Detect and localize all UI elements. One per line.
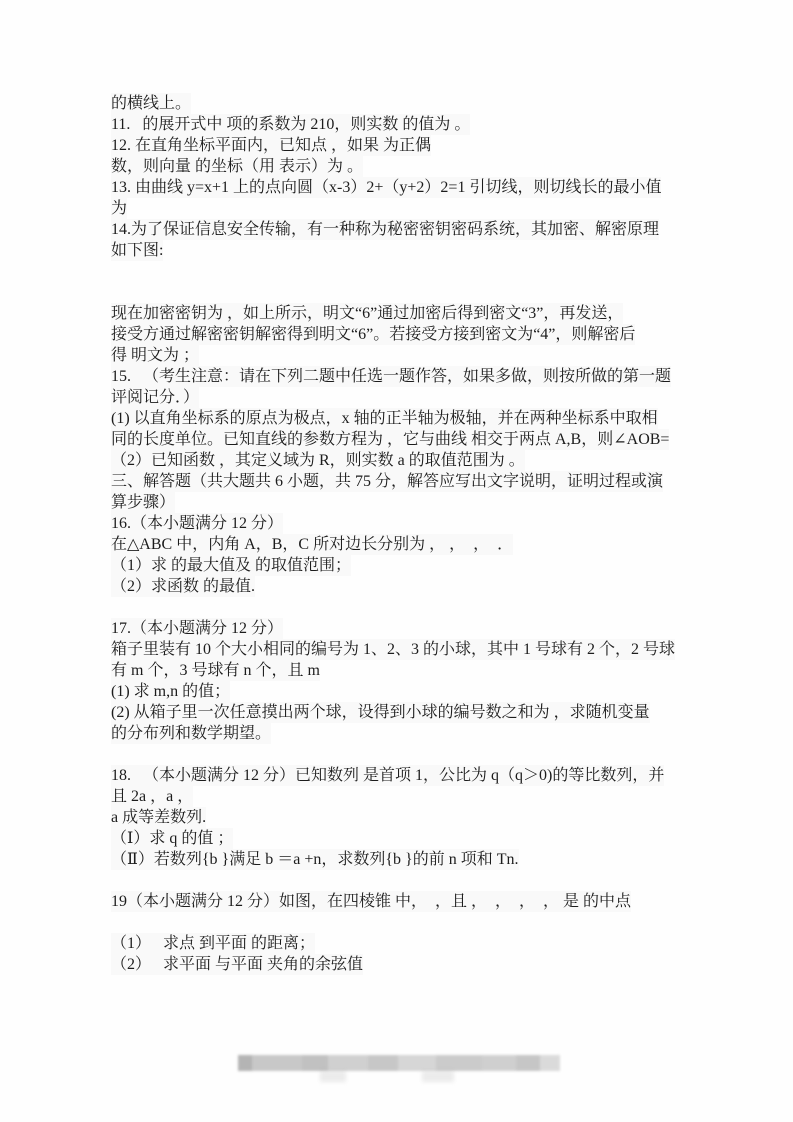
text-line: 同的长度单位。已知直线的参数方程为 ，它与曲线 相交于两点 A,B，则∠AOB= — [111, 431, 670, 448]
watermark-segment — [368, 1055, 398, 1071]
text-line: 的分布列和数学期望。 — [111, 725, 272, 742]
text-line: 13. 由曲线 y=x+1 上的点向圆（x-3）2+（y+2）2=1 引切线，则切线长的最小值 — [111, 179, 662, 196]
text-line: 评阅记分．） — [111, 389, 200, 406]
text-line: （Ⅰ）求 q 的值 ； — [111, 830, 234, 847]
text-line: (2) 从箱子里一次任意摸出两个球，设得到小球的编号数之和为 ，求随机变量 — [111, 704, 650, 721]
watermark-segment — [398, 1055, 436, 1071]
text-line: (1) 以直角坐标系的原点为极点，x 轴的正半轴为极轴，并在两种坐标系中取相 — [111, 410, 658, 427]
document-text — [111, 93, 711, 975]
watermark-segment — [482, 1055, 516, 1071]
watermark-segment — [252, 1055, 302, 1071]
text-line: （2）求函数 的最值. — [111, 578, 256, 595]
watermark-ghost — [422, 1071, 454, 1082]
text-line: 12. 在直角坐标平面内，已知点 ，如果 为正偶 — [111, 137, 432, 154]
text-line: 14.为了保证信息安全传输，有一种称为秘密密钥密码系统，其加密、解密原理 — [111, 221, 660, 238]
text-line: 三、解答题（共大题共 6 小题，共 75 分，解答应写出文字说明，证明过程或演 — [111, 473, 664, 490]
text-line: 现在加密密钥为 ，如上所示，明文“6”通过加密后得到密文“3”，再发送， — [111, 305, 624, 322]
text-line: （1） 求点 到平面 的距离； — [111, 935, 316, 952]
text-line: （1）求 的最大值及 的取值范围； — [111, 557, 352, 574]
text-line: 数，则向量 的坐标（用 表示）为 。 — [111, 158, 364, 175]
text-line: 19（本小题满分 12 分）如图，在四棱锥 中， ，且 ， ， ， ， 是 的中点 — [111, 893, 632, 910]
text-line: （2） 求平面 与平面 夹角的余弦值 — [111, 956, 364, 973]
text-line: 在△ABC 中，内角 A，B，C 所对边长分别为 ， ， ， ． — [111, 536, 514, 553]
watermark-segment — [302, 1055, 328, 1071]
text-line: (1) 求 m,n 的值； — [111, 683, 231, 700]
text-line: 有 m 个，3 号球有 n 个，且 m — [111, 662, 320, 679]
watermark-ghost — [320, 1071, 346, 1082]
text-line: 箱子里装有 10 个大小相同的编号为 1、2、3 的小球，其中 1 号球有 2 个，2 号球 — [111, 641, 676, 658]
text-line: 得 明文为 ； — [111, 347, 200, 364]
text-line: 的横线上。 — [111, 95, 192, 112]
text-line: 如下图: — [111, 242, 164, 259]
text-line: a 成等差数列. — [111, 809, 207, 826]
watermark-bar — [238, 1055, 560, 1071]
watermark-segment — [328, 1055, 368, 1071]
text-line: 18. （本小题满分 12 分）已知数列 是首项 1，公比为 q（q＞0)的等比数列，并 — [111, 767, 665, 784]
watermark-segment — [516, 1055, 540, 1071]
watermark-segment — [436, 1055, 482, 1071]
text-line: 17.（本小题满分 12 分） — [111, 620, 284, 637]
text-line: 16.（本小题满分 12 分） — [111, 515, 284, 532]
text-line: 算步骤） — [111, 494, 176, 511]
text-line: （2）已知函数 ，其定义域为 R，则实数 a 的取值范围为 。 — [111, 452, 525, 469]
text-line: 为 — [111, 200, 128, 217]
text-line: 且 2a ，a ， — [111, 788, 194, 805]
watermark-segment — [540, 1055, 560, 1071]
text-line: （Ⅱ）若数列{b }满足 b ＝a +n，求数列{b }的前 n 项和 Tn. — [111, 851, 519, 868]
text-line: 接受方通过解密密钥解密得到明文“6”。若接受方接到密文为“4”，则解密后 — [111, 326, 636, 343]
text-line: 15. （考生注意：请在下列二题中任选一题作答，如果多做，则按所做的第一题 — [111, 368, 672, 385]
text-line: 11. 的展开式中 项的系数为 210，则实数 的值为 。 — [111, 116, 471, 133]
watermark-segment — [238, 1055, 252, 1071]
